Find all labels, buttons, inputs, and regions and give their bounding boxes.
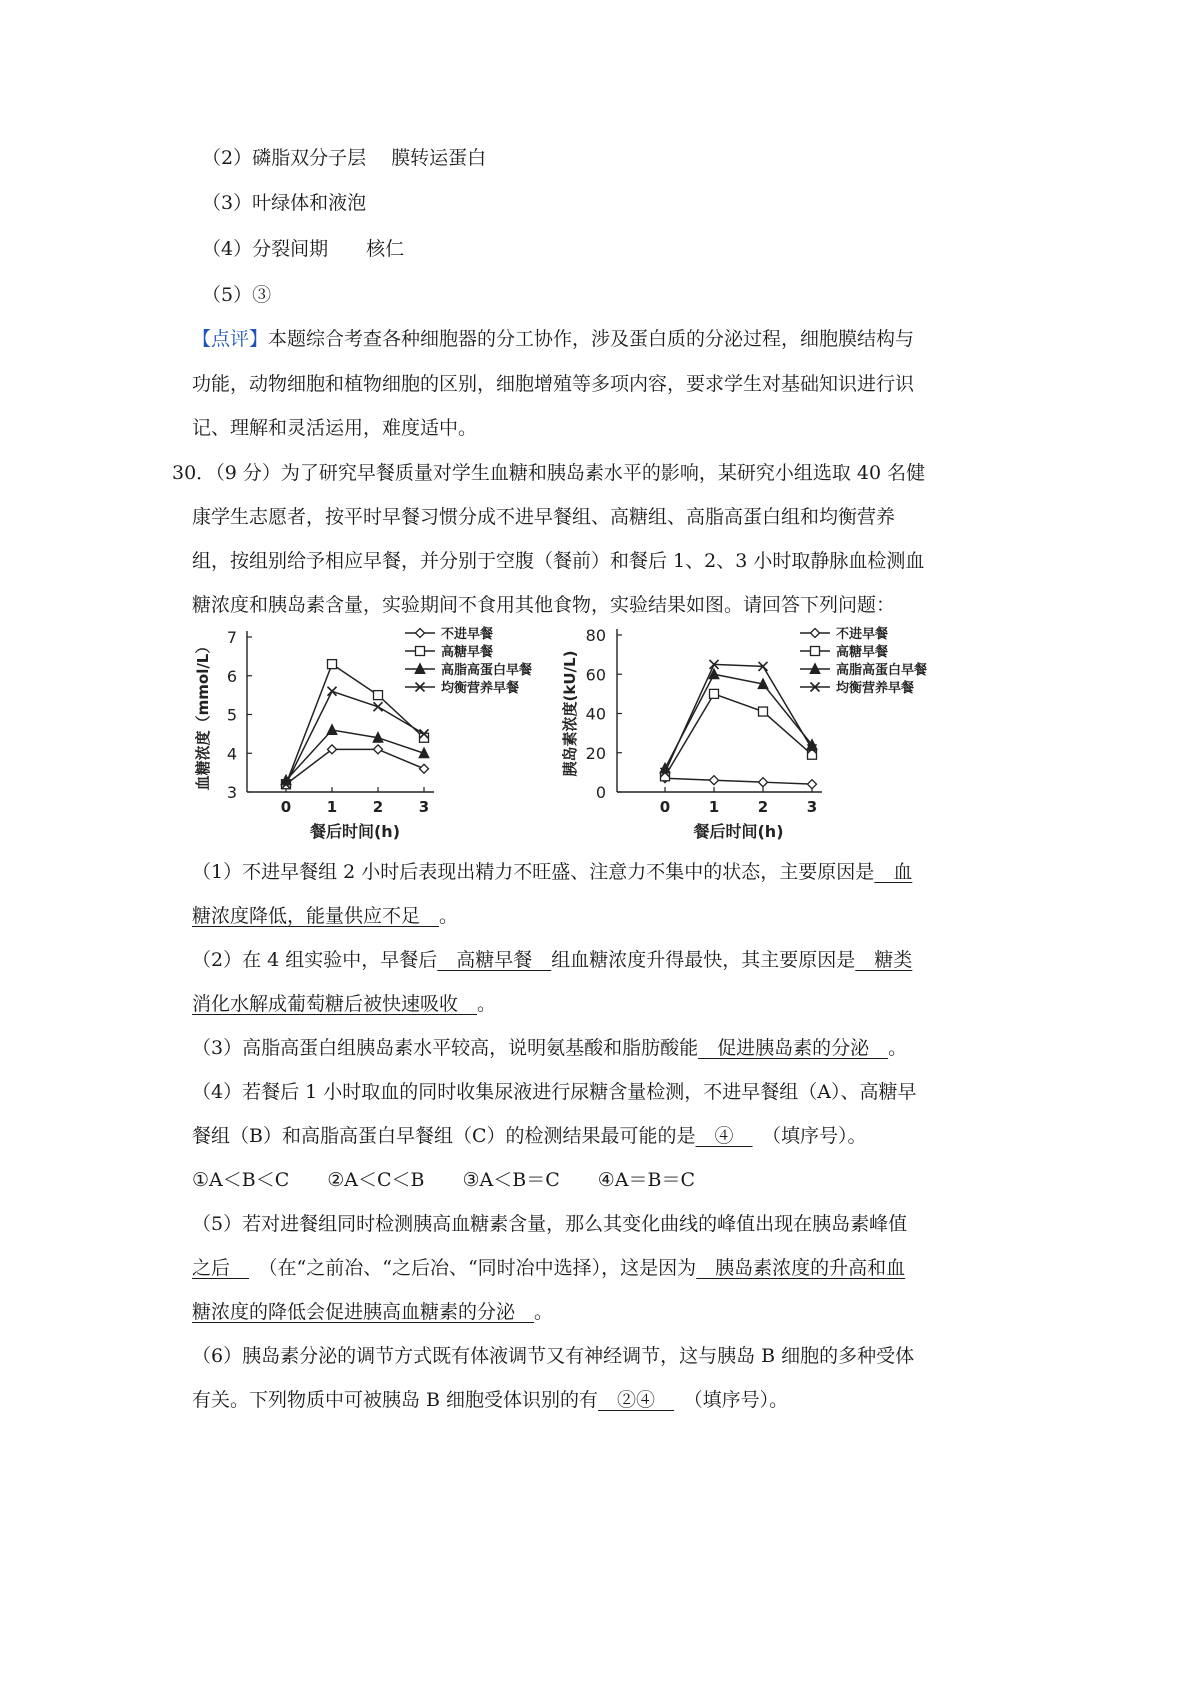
sub2-answer-a: 高糖早餐 — [437, 949, 552, 971]
sub5-line-3 — [192, 1299, 553, 1325]
chart2-xlabel: 餐后时间(h) — [693, 822, 784, 841]
chart1-series-line — [286, 730, 424, 780]
question-line-2: 康学生志愿者，按平时早餐习惯分成不进早餐组、高糖组、高脂高蛋白组和均衡营养 — [192, 506, 896, 528]
sub6-text: 有关。下列物质中可被胰岛 B 细胞受体识别的有 — [192, 1389, 599, 1411]
chart2-ytick-label: 60 — [585, 665, 606, 685]
sub2-line-2 — [192, 991, 496, 1017]
chart2-data-point — [759, 707, 768, 716]
chart2-series-line — [665, 778, 812, 784]
chart1-xtick-label: 1 — [326, 798, 338, 816]
chart1-data-point — [328, 660, 337, 669]
sub5-text: （在“之前冶、“之后冶、“同时冶中选择），这是因为 — [249, 1257, 697, 1279]
chart1-ytick-label: 5 — [226, 705, 237, 725]
chart1-data-point — [327, 725, 337, 735]
chart1-data-point — [420, 764, 429, 773]
sub5-line-1: （5）若对进餐组同时检测胰高血糖素含量，那么其变化曲线的峰值出现在胰岛素峰值 — [192, 1213, 908, 1235]
chart1-ylabel: 血糖浓度（mmol/L） — [194, 638, 212, 791]
chart1-series-line — [286, 749, 424, 784]
chart2-data-point — [710, 776, 719, 785]
sub4-end: （填序号）。 — [752, 1125, 867, 1147]
chart2-xtick-label: 2 — [757, 798, 769, 816]
chart2-legend-label: 均衡营养早餐 — [836, 681, 915, 696]
chart1-data-point — [374, 702, 383, 711]
comment-tag: 【点评】 — [192, 328, 269, 350]
figure-charts — [0, 615, 1200, 845]
chart1-xtick-label: 3 — [418, 798, 430, 816]
chart1-ytick-label: 3 — [226, 783, 237, 802]
sub1-answer-b: 糖浓度降低，能量供应不足 — [192, 905, 440, 927]
sub4-line-1: （4）若餐后 1 小时取血的同时收集尿液进行尿糖含量检测，不进早餐组（A）、高糖早 — [192, 1081, 917, 1103]
sub1-text: （1）不进早餐组 2 小时后表现出精力不旺盛、注意力不集中的状态，主要原因是 — [192, 861, 875, 883]
sub2-line-1 — [192, 947, 912, 973]
answer-2: （2）磷脂双分子层 膜转运蛋白 — [202, 147, 487, 169]
question-line-1 — [172, 460, 925, 486]
chart2-series-line — [665, 674, 812, 768]
chart1-series-line — [286, 664, 424, 784]
comment-text-1: 本题综合考查各种细胞器的分工协作，涉及蛋白质的分泌过程，细胞膜结构与 — [268, 328, 915, 350]
sub2-end: 。 — [477, 993, 497, 1015]
chart1-legend-label: 均衡营养早餐 — [441, 681, 520, 696]
chart2-ytick-label: 0 — [595, 783, 606, 802]
chart1-data-point — [374, 691, 383, 700]
chart2-ytick-label: 20 — [585, 743, 606, 763]
answer-3: （3）叶绿体和液泡 — [202, 192, 367, 214]
sub2-answer-c: 消化水解成葡萄糖后被快速吸收 — [192, 993, 478, 1015]
chart1-legend-marker — [416, 629, 425, 638]
chart1-legend-marker — [416, 647, 425, 656]
question-text-1: （9 分）为了研究早餐质量对学生血糖和胰岛素水平的影响，某研究小组选取 40 名健 — [215, 462, 926, 484]
sub1-end: 。 — [439, 905, 459, 927]
question-number: 30． — [172, 462, 216, 484]
chart1-ytick-label: 7 — [226, 628, 237, 647]
sub3-line — [192, 1035, 907, 1061]
sub5-answer-b: 胰岛素浓度的升高和血 — [696, 1257, 906, 1279]
chart2-ylabel: 胰岛素浓度(kU/L) — [561, 650, 579, 777]
chart1-xlabel: 餐后时间(h) — [309, 822, 401, 841]
chart2-legend-label: 高糖早餐 — [836, 645, 889, 660]
answer-5: （5）③ — [202, 284, 272, 306]
sub2-answer-b: 糖类 — [855, 949, 913, 971]
chart1-ytick-label: 6 — [226, 666, 237, 686]
question-line-3: 组，按组别给予相应早餐，并分别于空腹（餐前）和餐后 1、2、3 小时取静脉血检测血 — [192, 550, 925, 572]
sub5-end: 。 — [534, 1301, 554, 1323]
sub3-end: 。 — [888, 1037, 908, 1059]
sub2-text-a: （2）在 4 组实验中，早餐后 — [192, 949, 438, 971]
chart2-ytick-label: 40 — [585, 704, 606, 724]
chart2-xtick-label: 0 — [659, 798, 671, 816]
sub2-text-b: 组血糖浓度升得最快，其主要原因是 — [551, 949, 856, 971]
chart1-xtick-label: 0 — [280, 798, 292, 816]
sub5-line-2 — [192, 1255, 905, 1281]
sub5-answer-a: 之后 — [192, 1257, 250, 1279]
chart2-data-point — [759, 778, 768, 787]
sub1-line-2 — [192, 903, 458, 929]
sub4-line-2 — [192, 1123, 867, 1149]
sub6-end: （填序号）。 — [674, 1389, 789, 1411]
chart2-data-point — [710, 689, 719, 698]
chart2-legend-marker — [811, 629, 820, 638]
sub1-line-1 — [192, 859, 912, 885]
chart2-legend-label: 不进早餐 — [836, 627, 889, 642]
sub4-options: ①A＜B＜C ②A＜C＜B ③A＜B＝C ④A＝B＝C — [192, 1169, 696, 1191]
chart2-data-point — [808, 780, 817, 789]
comment-line-2: 功能，动物细胞和植物细胞的区别，细胞增殖等多项内容，要求学生对基础知识进行识 — [192, 373, 915, 395]
chart1-legend-label: 不进早餐 — [441, 627, 494, 642]
chart2-ytick-label: 80 — [585, 626, 606, 645]
chart1-series-line — [286, 691, 424, 784]
chart1-xtick-label: 2 — [372, 798, 384, 816]
chart2-legend-marker — [811, 647, 820, 656]
comment-line-1 — [192, 326, 914, 352]
sub6-answer: ②④ — [598, 1389, 675, 1411]
sub3-answer: 促进胰岛素的分泌 — [698, 1037, 889, 1059]
sub6-line-1: （6）胰岛素分泌的调节方式既有体液调节又有神经调节，这与胰岛 B 细胞的多种受体 — [192, 1345, 915, 1367]
chart2-legend-label: 高脂高蛋白早餐 — [836, 663, 928, 678]
chart1-legend-label: 高脂高蛋白早餐 — [441, 663, 533, 678]
comment-line-3: 记、理解和灵活运用，难度适中。 — [192, 417, 478, 439]
sub5-answer-c: 糖浓度的降低会促进胰高血糖素的分泌 — [192, 1301, 535, 1323]
question-line-4: 糖浓度和胰岛素含量，实验期间不食用其他食物，实验结果如图。请回答下列问题： — [192, 594, 896, 616]
sub6-line-2 — [192, 1387, 788, 1413]
sub4-answer: ④ — [695, 1125, 753, 1147]
chart1-ytick-label: 4 — [226, 744, 237, 764]
sub1-answer-a: 血 — [874, 861, 913, 883]
chart2-series-line — [665, 694, 812, 776]
chart1-data-point — [374, 745, 383, 754]
chart2-xtick-label: 1 — [708, 798, 720, 816]
sub3-text: （3）高脂高蛋白组胰岛素水平较高，说明氨基酸和脂肪酸能 — [192, 1037, 699, 1059]
chart1-legend-label: 高糖早餐 — [441, 645, 494, 660]
chart2-xtick-label: 3 — [806, 798, 818, 816]
sub4-text: 餐组（B）和高脂高蛋白早餐组（C）的检测结果最可能的是 — [192, 1125, 696, 1147]
answer-4: （4）分裂间期 核仁 — [202, 238, 405, 260]
chart1-data-point — [328, 687, 337, 696]
